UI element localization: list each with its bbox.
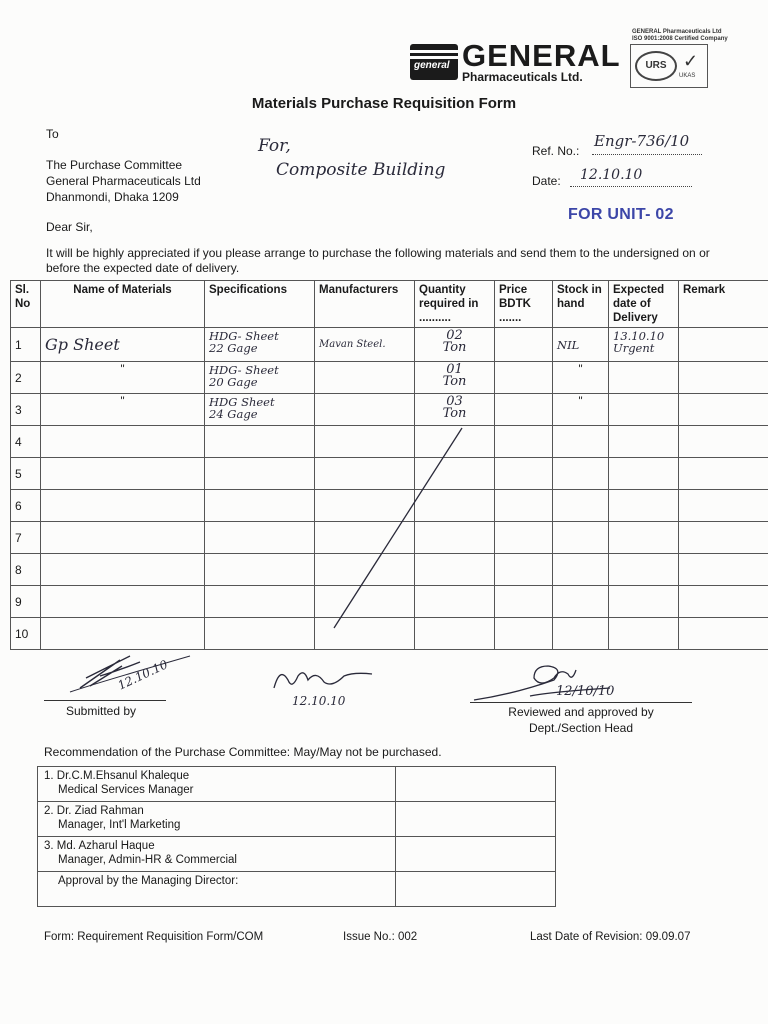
recommendation-signature-cell [396,767,556,802]
row-stock: " [553,394,609,426]
ref-value: Engr-736/10 [594,132,690,150]
row-sl: 5 [11,458,41,490]
reviewed-label-line-2: Dept./Section Head [528,721,634,735]
row-manufacturer: Mavan Steel. [315,328,415,362]
reviewed-label-line-1: Reviewed and approved by [508,705,654,719]
reviewed-line [470,702,692,703]
recommendation-row [38,872,556,907]
member-name: 3. Md. Azharul Haque [44,840,155,852]
member-title: Medical Services Manager [58,784,194,796]
header-sl: Sl. No [11,281,41,328]
logo-mark-text: general [414,60,450,71]
row-spec-line-1: HDG- Sheet [209,329,279,343]
row-material: Gp Sheet [41,328,205,362]
row-sl: 10 [11,618,41,650]
urs-badge: URS [635,51,677,81]
header-name: Name of Materials [41,281,205,328]
header-delivery: Expected date of Delivery [609,281,679,328]
purpose-building: Composite Building [276,160,446,180]
header-price: Price BDTK ....... [495,281,553,328]
row-sl: 4 [11,426,41,458]
salutation: Dear Sir, [46,220,93,234]
row-stock: " [553,362,609,394]
recommendation-member [38,802,396,837]
row-sl: 6 [11,490,41,522]
row-qty-line-1: 03 [446,394,463,409]
address-line-1: The Purchase Committee [46,158,183,172]
company-name: GENERAL [462,38,621,73]
row-qty-line-2: Ton [442,340,467,355]
header-manufacturers: Manufacturers [315,281,415,328]
row-spec-line-1: HDG Sheet [209,395,275,409]
footer-form: Form: Requirement Requisition Form/COM [44,931,264,943]
middle-date: 12.10.10 [292,694,346,708]
ref-label: Ref. No.: [532,144,580,158]
row-sl: 2 [11,362,41,394]
address-line-3: Dhanmondi, Dhaka 1209 [46,190,179,204]
reviewed-date: 12/10/10 [556,684,615,699]
row-spec-line-1: HDG- Sheet [209,363,279,377]
member-name: 2. Dr. Ziad Rahman [44,805,144,817]
row-sl: 3 [11,394,41,426]
md-approval-label: Approval by the Managing Director: [38,872,396,907]
body-paragraph: It will be highly appreciated if you please arrange to purchase the following materials and send them to the undersigned on or before the expected date of delivery. [46,246,710,275]
row-material: " [41,394,205,426]
row-sl: 8 [11,554,41,586]
row-qty-line-1: 01 [446,362,463,377]
recommendation-row [38,837,556,872]
member-title: Manager, Int'l Marketing [58,819,181,831]
footer-issue: Issue No.: 002 [343,931,418,943]
md-approval-cell [396,872,556,907]
row-material: " [41,362,205,394]
recommendation-signature-cell [396,837,556,872]
ukas-badge: UKAS [679,73,696,79]
row-spec-line-2: 22 Gage [209,341,258,355]
recommendation-table [37,766,556,907]
recommendation-member [38,767,396,802]
member-title: Manager, Admin-HR & Commercial [58,854,237,866]
row-sl: 9 [11,586,41,618]
recommendation-signature-cell [396,802,556,837]
row-spec-line-2: 24 Gage [209,407,258,421]
company-subname: Pharmaceuticals Ltd. [462,70,583,84]
cert-caption-line-2: ISO 9001:2008 Certified Company [632,36,728,42]
address-line-2: General Pharmaceuticals Ltd [46,174,201,188]
recommendation-heading: Recommendation of the Purchase Committee: May/May not be purchased. [44,745,442,759]
row-sl: 7 [11,522,41,554]
check-icon: ✓ [683,51,699,71]
recommendation-row [38,767,556,802]
recommendation-member [38,837,396,872]
form-title: Materials Purchase Requisition Form [251,95,517,112]
header-spec: Specifications [205,281,315,328]
row-delivery-line-1: 13.10.10 [613,329,665,343]
submitted-line [44,700,166,701]
reviewed-label [470,704,692,736]
header-quantity: Quantity required in .......... [415,281,495,328]
row-delivery-line-2: Urgent [613,341,655,355]
row-qty-line-2: Ton [442,374,467,389]
date-value: 12.10.10 [580,167,643,183]
member-name: 1. Dr.C.M.Ehsanul Khaleque [44,770,190,782]
footer-revision: Last Date of Revision: 09.09.07 [530,931,691,943]
date-label: Date: [532,174,561,188]
header-stock: Stock in hand [553,281,609,328]
header-remark: Remark [679,281,768,328]
unit-stamp: FOR UNIT- 02 [568,206,674,223]
submitted-date: 12.10.10 [115,657,170,693]
submitted-label: Submitted by [66,704,137,718]
purpose-for: For, [258,136,291,156]
address-to: To [46,127,59,141]
row-spec-line-2: 20 Gage [209,375,258,389]
cert-caption-line-1: GENERAL Pharmaceuticals Ltd [632,29,722,35]
recommendation-row [38,802,556,837]
row-qty-line-1: 02 [446,328,463,343]
row-qty-line-2: Ton [442,406,467,421]
row-sl: 1 [11,328,41,362]
row-stock: NIL [553,328,609,362]
